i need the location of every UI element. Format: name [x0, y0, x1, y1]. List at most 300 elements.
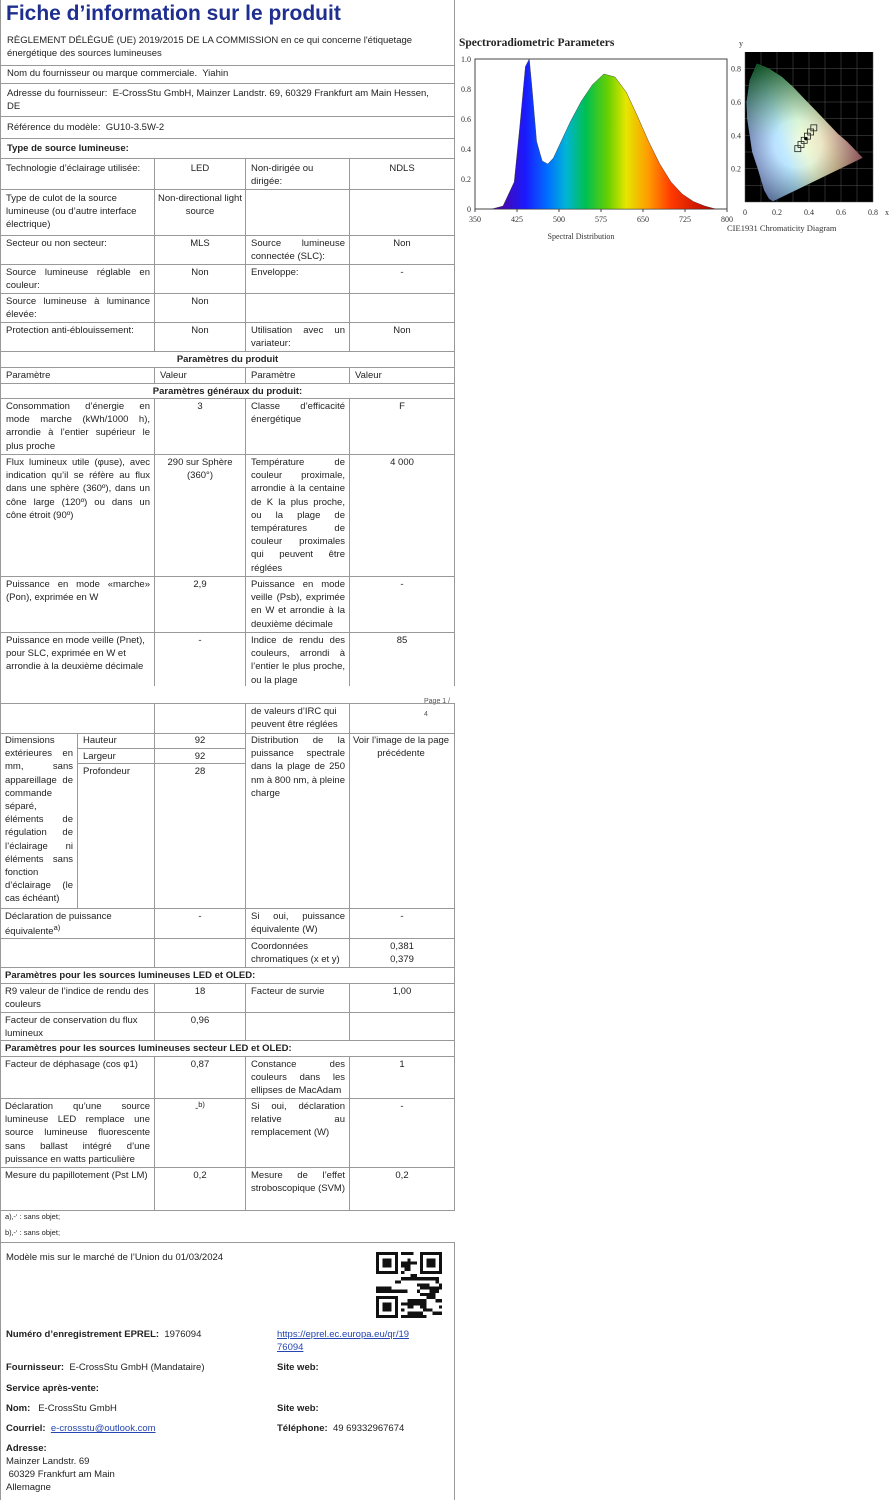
qr-module: [407, 1265, 410, 1268]
divider: [0, 1012, 455, 1013]
qr-module: [439, 1283, 442, 1286]
qr-module: [436, 1312, 439, 1315]
qr-module: [404, 1277, 407, 1280]
footnote-a: a)‚-‘ : sans objet;: [5, 1212, 61, 1221]
qr-module: [417, 1283, 420, 1286]
qr-module: [401, 1315, 404, 1318]
r9-value: 18: [194, 986, 206, 997]
col-header-param-2: Paramètre: [251, 370, 296, 381]
qr-module: [404, 1268, 407, 1271]
page-title: Fiche d’information sur le produit: [6, 2, 341, 25]
col-line: [245, 703, 246, 967]
equiv-w-value: -: [400, 911, 404, 922]
y-tick-label: 0.6: [461, 115, 471, 124]
divider: [0, 967, 455, 968]
strobo-value: 0,2: [395, 1170, 409, 1181]
qr-module: [420, 1315, 423, 1318]
divider: [0, 138, 455, 139]
qr-module: [411, 1277, 414, 1280]
qr-module: [407, 1277, 410, 1280]
replace-w-label: Si oui, déclaration relative au remplacement (W): [251, 1101, 345, 1139]
qr-module: [429, 1290, 432, 1293]
qr-module: [433, 1290, 436, 1293]
x-axis-label: x: [885, 208, 889, 217]
strobo-label: Mesure de l’effet stroboscopique (SVM): [251, 1170, 345, 1195]
divider: [0, 351, 455, 352]
qr-module: [429, 1293, 432, 1296]
qr-module: [426, 1293, 429, 1296]
divider: [0, 383, 455, 384]
param-label-2: Puissance en mode veille (Psb), exprimée en W et arrondie à la deuxième décimale: [251, 579, 345, 630]
qr-module: [423, 1305, 426, 1308]
spectral-label: Distribution de la puissance spectrale dans la plage de 250 nm à 800 nm, à pleine charge: [251, 735, 346, 799]
website2-label: Site web:: [277, 1403, 319, 1414]
eprel-link[interactable]: [277, 1328, 409, 1354]
lumen-value: 0,96: [190, 1015, 210, 1026]
r9-label: R9 valeur de l’indice de rendu des couleurs: [5, 986, 149, 1011]
qr-module: [392, 1290, 395, 1293]
supplier-name: Yiahin: [202, 68, 229, 79]
qr-module: [389, 1287, 392, 1290]
qr-module: [407, 1312, 410, 1315]
coord-label: Coordonnées chromatiques (x et y): [251, 941, 340, 966]
divider: [0, 1040, 455, 1041]
qr-module: [417, 1277, 420, 1280]
model-value: GU10-3.5W-2: [105, 122, 165, 133]
divider: [0, 908, 455, 909]
param-label-2: Classe d’efficacité énergétique: [251, 401, 345, 426]
address-line: 60329 Frankfurt am Main: [6, 1469, 115, 1480]
phase-value: 0,87: [190, 1059, 210, 1070]
cie-title: CIE1931 Chromaticity Diagram: [727, 223, 837, 233]
macadam-value: 1: [399, 1059, 405, 1070]
type-value-2: NDLS: [389, 163, 415, 174]
dim-label: Hauteur: [83, 735, 117, 746]
phone-label: Téléphone:: [277, 1423, 328, 1434]
supplier-name-row: [7, 67, 228, 80]
qr-module: [417, 1299, 420, 1302]
divider: [0, 632, 455, 633]
qr-module: [433, 1287, 436, 1290]
flicker-value: 0,2: [193, 1170, 207, 1181]
divider: [0, 189, 455, 190]
col-line: [154, 1056, 155, 1210]
qr-module: [401, 1290, 404, 1293]
qr-module: [379, 1287, 382, 1290]
eprel-label: Numéro d’enregistrement EPREL:: [6, 1329, 160, 1340]
param-label: Puissance en mode veille (Pnet), pour SLC, exprimée en W et arrondie à la deuxième décimale: [6, 635, 145, 673]
x-tick-label: 0.8: [868, 208, 878, 217]
qr-module: [407, 1252, 410, 1255]
qr-module: [407, 1305, 410, 1308]
frame-right-2: [454, 703, 455, 1210]
divider: [0, 83, 455, 84]
y-tick-label: 0.2: [461, 175, 471, 184]
email-row: [6, 1422, 156, 1435]
qr-module: [411, 1315, 414, 1318]
divider: [0, 116, 455, 117]
qr-module: [404, 1252, 407, 1255]
y-tick-label: 0.8: [731, 64, 741, 74]
qr-module: [407, 1258, 410, 1261]
qr-module: [411, 1261, 414, 1264]
qr-module: [407, 1302, 410, 1305]
type-value: Non: [191, 267, 209, 278]
qr-module: [411, 1312, 414, 1315]
type-value-2: -: [400, 267, 404, 278]
type-value: MLS: [190, 238, 210, 249]
qr-module: [417, 1312, 420, 1315]
equiv-value: -: [198, 911, 202, 922]
spectral-value: Voir l’image de la page précédente: [352, 735, 450, 760]
qr-module: [420, 1305, 423, 1308]
y-tick-label: 0: [467, 205, 471, 214]
y-tick-label: 0.6: [731, 98, 741, 107]
qr-module: [395, 1280, 398, 1283]
divider: [0, 1056, 455, 1057]
qr-module: [411, 1274, 414, 1277]
equiv-label: [5, 910, 151, 939]
eprel-number: 1976094: [164, 1329, 202, 1340]
divider: [0, 983, 455, 984]
y-tick-label: 0.8: [461, 85, 471, 94]
param-value: 2,9: [193, 579, 207, 590]
col-line: [77, 733, 78, 908]
eprel-row: [6, 1328, 201, 1341]
param-label: Consommation d’énergie en mode marche (kWh/1000 h), arrondie à l’entier supérieur le plus proche: [6, 401, 150, 452]
qr-module: [423, 1293, 426, 1296]
divider: [0, 703, 455, 704]
divider: [0, 264, 455, 265]
x-tick-label: 0.4: [804, 208, 814, 217]
qr-module: [417, 1302, 420, 1305]
macadam-label: Constance des couleurs dans les ellipses de MacAdam: [251, 1059, 345, 1097]
supplier-address-row: [7, 87, 442, 113]
qr-module: [382, 1290, 385, 1293]
divider: [0, 1242, 455, 1243]
qr-module: [411, 1302, 414, 1305]
frame-right-3: [454, 1242, 455, 1500]
divider: [0, 938, 455, 939]
qr-module: [436, 1277, 439, 1280]
qr-module: [401, 1265, 404, 1268]
supplier-name-label: Nom du fournisseur ou marque commerciale.: [7, 68, 198, 79]
qr-module: [385, 1290, 388, 1293]
qr-module: [429, 1287, 432, 1290]
x-tick-label: 650: [637, 215, 649, 224]
y-tick-label: 0.4: [731, 131, 741, 141]
y-tick-label: 1.0: [461, 55, 471, 64]
qr-module: [429, 1309, 432, 1312]
coord-y: 0,379: [390, 954, 414, 965]
x-tick-label: 0.2: [772, 208, 782, 217]
qr-module: [398, 1280, 401, 1283]
email-label: Courriel:: [6, 1423, 46, 1434]
y-axis-label: y: [739, 39, 743, 48]
col-header-param: Paramètre: [6, 370, 51, 381]
name-value: E-CrossStu GmbH: [38, 1403, 117, 1414]
type-value-2: Non: [393, 238, 411, 249]
qr-module: [401, 1252, 404, 1255]
dim-label: Largeur: [83, 751, 116, 762]
spectral-chart: [457, 51, 733, 251]
qr-module: [385, 1287, 388, 1290]
x-tick-label: 0: [743, 208, 747, 217]
type-label: Type de culot de la source lumineuse (ou d’autre interface électrique): [6, 193, 137, 231]
replace-value-text: -: [195, 1103, 199, 1115]
qr-module: [414, 1274, 417, 1277]
supplier2-label: Fournisseur:: [6, 1362, 65, 1373]
type-label: Technologie d’éclairage utilisée:: [6, 163, 141, 174]
divider: [0, 158, 455, 159]
qr-module: [411, 1252, 414, 1255]
qr-module: [426, 1287, 429, 1290]
type-label-2: Utilisation avec un variateur:: [251, 325, 345, 350]
type-value: Non: [191, 325, 209, 336]
qr-module: [414, 1261, 417, 1264]
qr-module: [404, 1302, 407, 1305]
type-label: Secteur ou non secteur:: [6, 238, 107, 249]
supplier2-row: [6, 1361, 205, 1374]
divider: [0, 454, 455, 455]
divider: [0, 367, 455, 368]
phone-value: 49 69332967674: [332, 1423, 405, 1434]
qr-module: [423, 1299, 426, 1302]
general-heading: Paramètres généraux du produit:: [152, 386, 303, 397]
qr-module: [417, 1315, 420, 1318]
address-line: Allemagne: [6, 1482, 51, 1493]
qr-module: [439, 1287, 442, 1290]
replace-sup: b): [198, 1100, 205, 1109]
type-label-2: Non-dirigée ou dirigée:: [251, 163, 314, 188]
col-line: [245, 398, 246, 686]
dimensions-label: Dimensions extérieures en mm, sans appareillage de commande séparé, éléments de régulation de l’éclairage ni éléments sans fonction d’éclairage (le cas échéant): [5, 735, 73, 905]
equiv-w-label: Si oui, puissance équivalente (W): [251, 911, 345, 936]
x-tick-label: 800: [721, 215, 733, 224]
qr-module: [404, 1261, 407, 1264]
flicker-label: Mesure du papillotement (Pst LM): [5, 1170, 148, 1181]
model-row: [7, 121, 164, 134]
survival-label: Facteur de survie: [251, 986, 325, 997]
qr-finder-core: [382, 1258, 391, 1267]
qr-module: [423, 1287, 426, 1290]
param-value: 3: [197, 401, 203, 412]
qr-module: [401, 1261, 404, 1264]
param-value: 290 sur Sphère (360°): [167, 457, 233, 482]
chromaticity-point: [804, 137, 807, 140]
qr-module: [436, 1299, 439, 1302]
param-label-2: Indice de rendu des couleurs, arrondi à l’entier le plus proche, ou la plage: [251, 635, 345, 686]
divider: [0, 293, 455, 294]
replace-w-value: -: [400, 1101, 404, 1112]
x-axis-label: Spectral Distribution: [547, 232, 615, 241]
qr-module: [398, 1290, 401, 1293]
qr-module: [433, 1296, 436, 1299]
eprel-link-1[interactable]: https://eprel.ec.europa.eu/qr/19: [277, 1329, 410, 1340]
divider: [0, 65, 455, 66]
x-tick-label: 0.6: [836, 208, 846, 217]
mains-heading: Paramètres pour les sources lumineuses secteur LED et OLED:: [5, 1043, 292, 1054]
param-value-2: 4 000: [390, 457, 414, 468]
supplier-address-label: Adresse du fournisseur:: [7, 88, 108, 99]
qr-module: [401, 1309, 404, 1312]
email-link[interactable]: e-crossstu@outlook.com: [50, 1423, 156, 1434]
col-line: [154, 367, 155, 383]
divider: [77, 748, 245, 749]
col-header-value: Valeur: [160, 370, 187, 381]
qr-module: [414, 1299, 417, 1302]
param-label: Puissance en mode «marche» (Pon), exprimée en W: [6, 579, 150, 604]
qr-module: [436, 1280, 439, 1283]
divider: [0, 1098, 455, 1099]
divider: [0, 322, 455, 323]
phone-row: [277, 1422, 404, 1435]
qr-code[interactable]: [376, 1252, 442, 1318]
qr-module: [407, 1268, 410, 1271]
qr-module: [420, 1293, 423, 1296]
x-tick-label: 575: [595, 215, 607, 224]
qr-module: [423, 1277, 426, 1280]
qr-module: [423, 1309, 426, 1312]
supplier2-value: E-CrossStu GmbH (Mandataire): [69, 1362, 205, 1373]
qr-module: [376, 1290, 379, 1293]
dim-label: Profondeur: [83, 766, 131, 777]
type-label: Protection anti-éblouissement:: [6, 325, 134, 336]
divider: [0, 576, 455, 577]
param-value: -: [198, 635, 202, 646]
spectrum-area: [492, 59, 716, 209]
qr-module: [389, 1290, 392, 1293]
qr-module: [414, 1312, 417, 1315]
eprel-link-2[interactable]: 76094: [277, 1342, 304, 1354]
qr-module: [420, 1283, 423, 1286]
col-line: [245, 1056, 246, 1210]
qr-module: [423, 1302, 426, 1305]
type-heading: Type de source lumineuse:: [7, 143, 129, 154]
qr-module: [404, 1265, 407, 1268]
col-header-value-2: Valeur: [355, 370, 382, 381]
type-label: Source lumineuse à luminance élevée:: [6, 296, 150, 321]
qr-module: [436, 1290, 439, 1293]
qr-module: [439, 1312, 442, 1315]
qr-module: [426, 1296, 429, 1299]
qr-module: [429, 1296, 432, 1299]
name-label: Nom:: [6, 1403, 31, 1414]
survival-value: 1,00: [392, 986, 412, 997]
qr-module: [423, 1283, 426, 1286]
x-tick-label: 350: [469, 215, 481, 224]
divider: [0, 1167, 455, 1168]
qr-module: [433, 1277, 436, 1280]
qr-module: [436, 1287, 439, 1290]
page-number: Page 1 / 4: [424, 698, 451, 718]
type-label: Source lumineuse réglable en couleur:: [6, 267, 150, 292]
y-tick-label: 0.2: [731, 164, 741, 174]
qr-module: [423, 1315, 426, 1318]
type-value: LED: [190, 163, 210, 174]
supplier-address: E-CrossStu GmbH, Mainzer Landstr. 69, 60329 Frankfurt am Main Hessen, DE: [7, 88, 429, 113]
qr-module: [395, 1290, 398, 1293]
coord-x: 0,381: [390, 941, 414, 952]
irc-continuation: de valeurs d’IRC qui peuvent être réglées: [251, 706, 338, 731]
qr-module: [439, 1305, 442, 1308]
qr-module: [407, 1261, 410, 1264]
led-heading: Paramètres pour les sources lumineuses LED et OLED:: [5, 970, 256, 981]
param-value-2: 85: [396, 635, 408, 646]
qr-module: [411, 1299, 414, 1302]
qr-module: [401, 1271, 404, 1274]
replace-label: Déclaration qu’une source lumineuse LED remplace une source lumineuse fluorescente sans ballast intégré d’une puissance en watts particulière: [5, 1101, 150, 1165]
param-value-2: -: [400, 579, 404, 590]
spectro-title: Spectroradiometric Parameters: [459, 37, 615, 49]
type-value: Non: [191, 296, 209, 307]
qr-module: [433, 1293, 436, 1296]
qr-module: [404, 1290, 407, 1293]
qr-module: [414, 1277, 417, 1280]
dim-value: 92: [194, 751, 206, 762]
qr-finder-core: [426, 1258, 435, 1267]
phase-label: Facteur de déphasage (cos φ1): [5, 1059, 138, 1070]
name-row: [6, 1402, 117, 1415]
qr-module: [429, 1277, 432, 1280]
qr-module: [420, 1312, 423, 1315]
qr-module: [404, 1315, 407, 1318]
qr-module: [420, 1277, 423, 1280]
x-tick-label: 425: [511, 215, 523, 224]
replace-value: [155, 1100, 245, 1115]
qr-module: [376, 1287, 379, 1290]
col-line: [349, 1056, 350, 1210]
param-value-2: F: [399, 401, 405, 412]
dim-value: 28: [194, 766, 206, 777]
footnote-b: b)‚-‘ : sans objet;: [5, 1228, 61, 1237]
qr-module: [417, 1290, 420, 1293]
frame-left: [0, 0, 1, 1500]
qr-module: [401, 1277, 404, 1280]
divider: [0, 235, 455, 236]
qr-module: [439, 1299, 442, 1302]
qr-module: [407, 1315, 410, 1318]
address-line: Mainzer Landstr. 69: [6, 1456, 90, 1467]
qr-module: [433, 1312, 436, 1315]
frame-right: [454, 0, 455, 686]
regulation-text: RÈGLEMENT DÉLÉGUÉ (UE) 2019/2015 DE LA COMMISSION en ce qui concerne l'étiquetage énergétique des sources lumineuses: [7, 35, 413, 59]
qr-module: [414, 1315, 417, 1318]
qr-module: [426, 1309, 429, 1312]
dim-value: 92: [194, 735, 206, 746]
lumen-label: Facteur de conservation du flux lumineux: [5, 1015, 138, 1040]
qr-finder-core: [382, 1302, 391, 1311]
qr-module: [382, 1287, 385, 1290]
type-value: Non-directional light source: [158, 193, 242, 218]
y-tick-label: 0.4: [461, 145, 471, 154]
qr-module: [401, 1302, 404, 1305]
type-label-2: Source lumineuse connectée (SLC):: [251, 238, 345, 263]
qr-module: [379, 1290, 382, 1293]
type-value-2: Non: [393, 325, 411, 336]
qr-module: [426, 1283, 429, 1286]
qr-module: [420, 1287, 423, 1290]
spectro-panel: [457, 33, 895, 243]
col-line: [349, 367, 350, 383]
equiv-sup: a): [53, 923, 61, 933]
qr-module: [420, 1302, 423, 1305]
param-label-2: Température de couleur proximale, arrondie à la centaine de K la plus proche, ou la plage de températures de couleur proximales qui peuvent être réglées: [251, 457, 345, 574]
col-line: [245, 367, 246, 383]
qr-module: [426, 1277, 429, 1280]
divider: [77, 763, 245, 764]
service-heading: Service après-vente:: [6, 1383, 99, 1394]
